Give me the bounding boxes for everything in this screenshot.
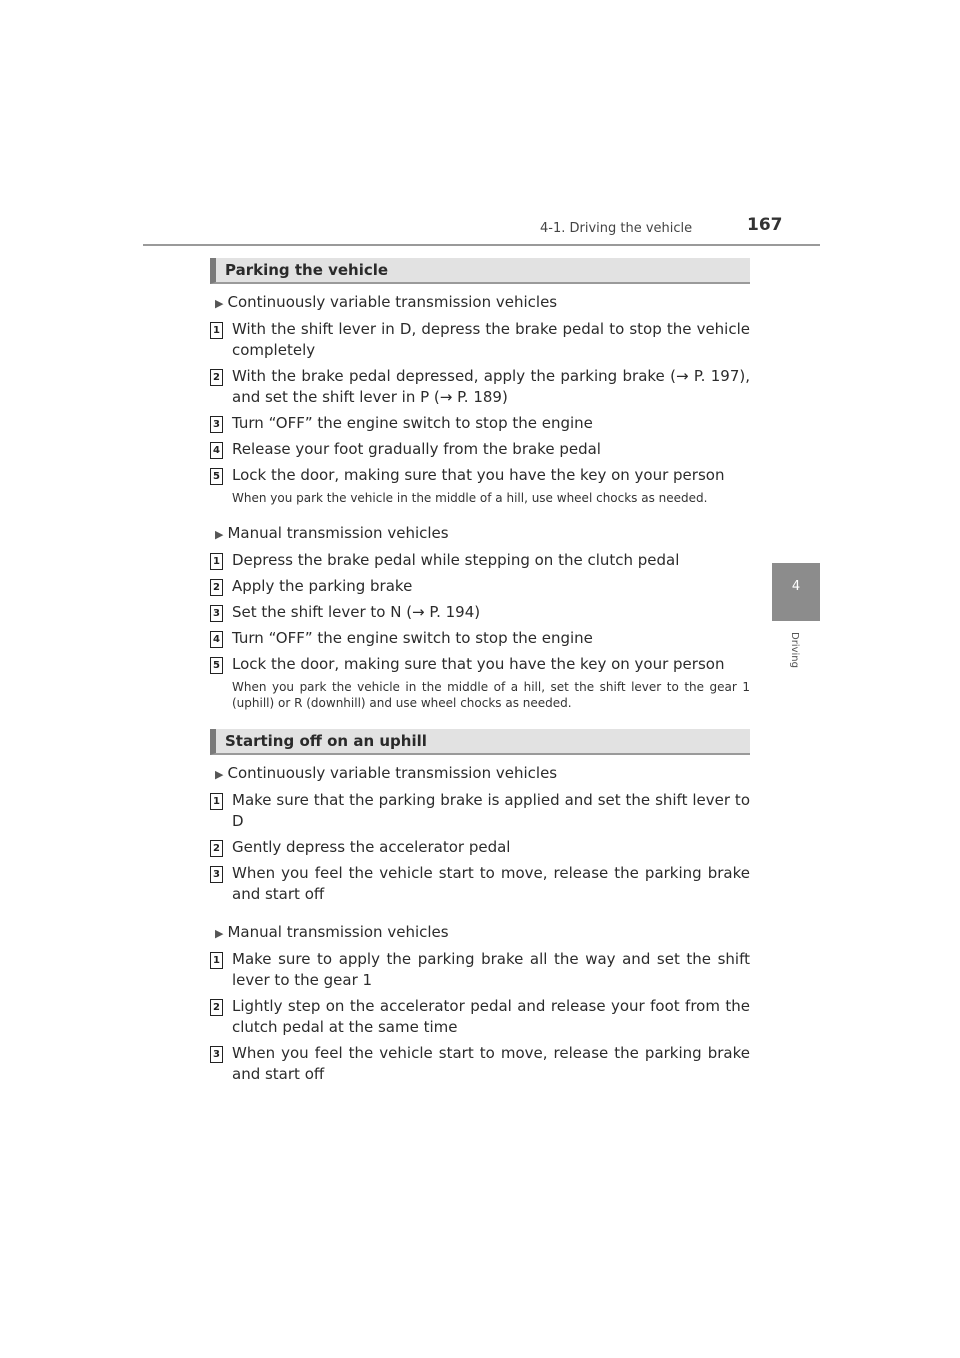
- list-item: 2 Gently depress the accelerator pedal: [210, 837, 750, 858]
- list-item: 1 With the shift lever in D, depress the brake pedal to stop the vehicle completely: [210, 319, 750, 361]
- step-number-badge: 2: [210, 999, 223, 1016]
- page-header: [143, 215, 820, 247]
- step-number-badge: 2: [210, 840, 223, 857]
- list-item: 3 When you feel the vehicle start to move, release the parking brake and start off: [210, 1043, 750, 1085]
- chapter-tab[interactable]: [772, 563, 820, 621]
- subheading-manual: ▶ Manual transmission vehicles: [215, 524, 449, 542]
- section-heading-uphill: Starting off on an uphill: [210, 729, 750, 755]
- triangle-bullet-icon: ▶: [215, 768, 224, 781]
- list-item: 4 Release your foot gradually from the brake pedal: [210, 439, 750, 460]
- step-number-badge: 4: [210, 442, 223, 459]
- list-item: 1 Make sure to apply the parking brake all the way and set the shift lever to the gear 1: [210, 949, 750, 991]
- subheading-cvt: ▶ Continuously variable transmission vehicles: [215, 764, 558, 782]
- list-item: 5 Lock the door, making sure that you have the key on your person: [210, 465, 750, 486]
- section-heading-parking: Parking the vehicle: [210, 258, 750, 284]
- list-item: 5 Lock the door, making sure that you have the key on your person: [210, 654, 750, 675]
- subheading-manual: ▶ Manual transmission vehicles: [215, 923, 449, 941]
- triangle-bullet-icon: ▶: [215, 927, 224, 940]
- header-divider: [143, 244, 820, 246]
- list-item: 3 When you feel the vehicle start to move, release the parking brake and start off: [210, 863, 750, 905]
- step-number-badge: 3: [210, 605, 223, 622]
- note-text: When you park the vehicle in the middle of a hill, set the shift lever to the gear 1 (uphill) or R (downhill) and use wheel chocks as needed.: [232, 680, 750, 710]
- step-number-badge: 3: [210, 416, 223, 433]
- note-text: When you park the vehicle in the middle of a hill, use wheel chocks as needed.: [232, 491, 708, 505]
- list-item: 2 With the brake pedal depressed, apply the parking brake (→ P. 197), and set the shift lever in P (→ P. 189): [210, 366, 750, 408]
- step-number-badge: 1: [210, 793, 223, 810]
- list-item: 2 Lightly step on the accelerator pedal and release your foot from the clutch pedal at the same time: [210, 996, 750, 1038]
- step-number-badge: 4: [210, 631, 223, 648]
- section-title: 4-1. Driving the vehicle: [540, 221, 693, 236]
- main-content: [210, 258, 750, 1085]
- list-item: 3 Turn “OFF” the engine switch to stop the engine: [210, 413, 750, 434]
- step-number-badge: 1: [210, 322, 223, 339]
- triangle-bullet-icon: ▶: [215, 297, 224, 310]
- triangle-bullet-icon: ▶: [215, 528, 224, 541]
- list-item: 4 Turn “OFF” the engine switch to stop the engine: [210, 628, 750, 649]
- list-item: 2 Apply the parking brake: [210, 576, 750, 597]
- step-number-badge: 1: [210, 553, 223, 570]
- list-item: 3 Set the shift lever to N (→ P. 194): [210, 602, 750, 623]
- step-number-badge: 2: [210, 369, 223, 386]
- step-number-badge: 3: [210, 1046, 223, 1063]
- step-number-badge: 1: [210, 952, 223, 969]
- page-number: 167: [747, 215, 783, 235]
- list-item: 1 Make sure that the parking brake is applied and set the shift lever to D: [210, 790, 750, 832]
- subheading-cvt: ▶ Continuously variable transmission vehicles: [215, 293, 558, 311]
- step-number-badge: 5: [210, 657, 223, 674]
- step-number-badge: 5: [210, 468, 223, 485]
- chapter-tab-label: Driving: [789, 632, 800, 668]
- list-item: 1 Depress the brake pedal while stepping on the clutch pedal: [210, 550, 750, 571]
- step-number-badge: 2: [210, 579, 223, 596]
- chapter-tab-number: 4: [791, 579, 801, 594]
- step-number-badge: 3: [210, 866, 223, 883]
